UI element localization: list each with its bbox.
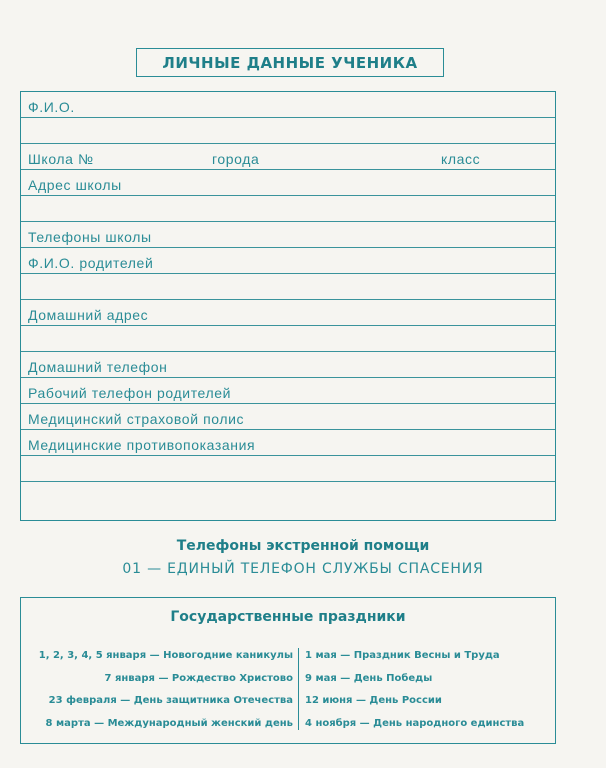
holiday-item: 1 мая — Праздник Весны и Труда: [305, 650, 500, 661]
holidays-title: Государственные праздники: [170, 609, 406, 625]
form-row-parents-fio[interactable]: [21, 248, 555, 274]
form-row-blank[interactable]: [21, 274, 555, 300]
form-row-home-address[interactable]: [21, 300, 555, 326]
page-title: ЛИЧНЫЕ ДАННЫЕ УЧЕНИКА: [162, 53, 418, 72]
label-fio: Ф.И.О.: [28, 99, 75, 115]
label-insurance-policy: Медицинский страховой полис: [28, 411, 245, 427]
emergency-title: Телефоны экстренной помощи: [176, 538, 430, 554]
student-data-form: [20, 91, 556, 521]
emergency-phone-line: 01 — ЕДИНЫЙ ТЕЛЕФОН СЛУЖБЫ СПАСЕНИЯ: [122, 561, 484, 577]
form-row-blank[interactable]: [21, 326, 555, 352]
form-row-school-address[interactable]: [21, 170, 555, 196]
form-row-school[interactable]: [21, 144, 555, 170]
holiday-item: 7 января — Рождество Христово: [104, 672, 293, 684]
form-row-blank[interactable]: [21, 456, 555, 482]
holidays-right-column: [305, 649, 545, 739]
page-title-box: [136, 48, 444, 77]
holiday-item: 4 ноября — День народного единства: [305, 717, 525, 729]
form-row-home-phone[interactable]: [21, 352, 555, 378]
form-row-blank[interactable]: [21, 482, 555, 508]
form-row-parents-work-phone[interactable]: [21, 378, 555, 404]
holiday-item: 12 июня — День России: [305, 695, 442, 706]
form-row-blank[interactable]: [21, 196, 555, 222]
label-school-address: Адрес школы: [28, 177, 122, 193]
holiday-item: 8 марта — Международный женский день: [45, 717, 293, 729]
form-row-contraindications[interactable]: [21, 430, 555, 456]
holidays-left-column: [27, 649, 293, 739]
label-parents-work-phone: Рабочий телефон родителей: [28, 385, 232, 401]
holiday-item: 1, 2, 3, 4, 5 января — Новогодние каникулы: [38, 650, 293, 661]
label-parents-fio: Ф.И.О. родителей: [28, 255, 154, 271]
label-school-no: Школа №: [28, 151, 94, 167]
holiday-item: 23 февраля — День защитника Отечества: [48, 695, 293, 706]
form-row-blank[interactable]: [21, 118, 555, 144]
holidays-divider: [298, 648, 299, 730]
label-class: класс: [441, 151, 481, 167]
form-row-insurance-policy[interactable]: [21, 404, 555, 430]
label-city: города: [212, 151, 260, 167]
label-home-phone: Домашний телефон: [28, 359, 168, 375]
label-home-address: Домашний адрес: [28, 307, 149, 323]
label-contraindications: Медицинские противопоказания: [28, 437, 256, 453]
holiday-item: 9 мая — День Победы: [305, 672, 433, 684]
form-row-fio[interactable]: [21, 92, 555, 118]
form-row-school-phones[interactable]: [21, 222, 555, 248]
label-school-phones: Телефоны школы: [28, 229, 152, 245]
holidays-box: [20, 597, 556, 744]
